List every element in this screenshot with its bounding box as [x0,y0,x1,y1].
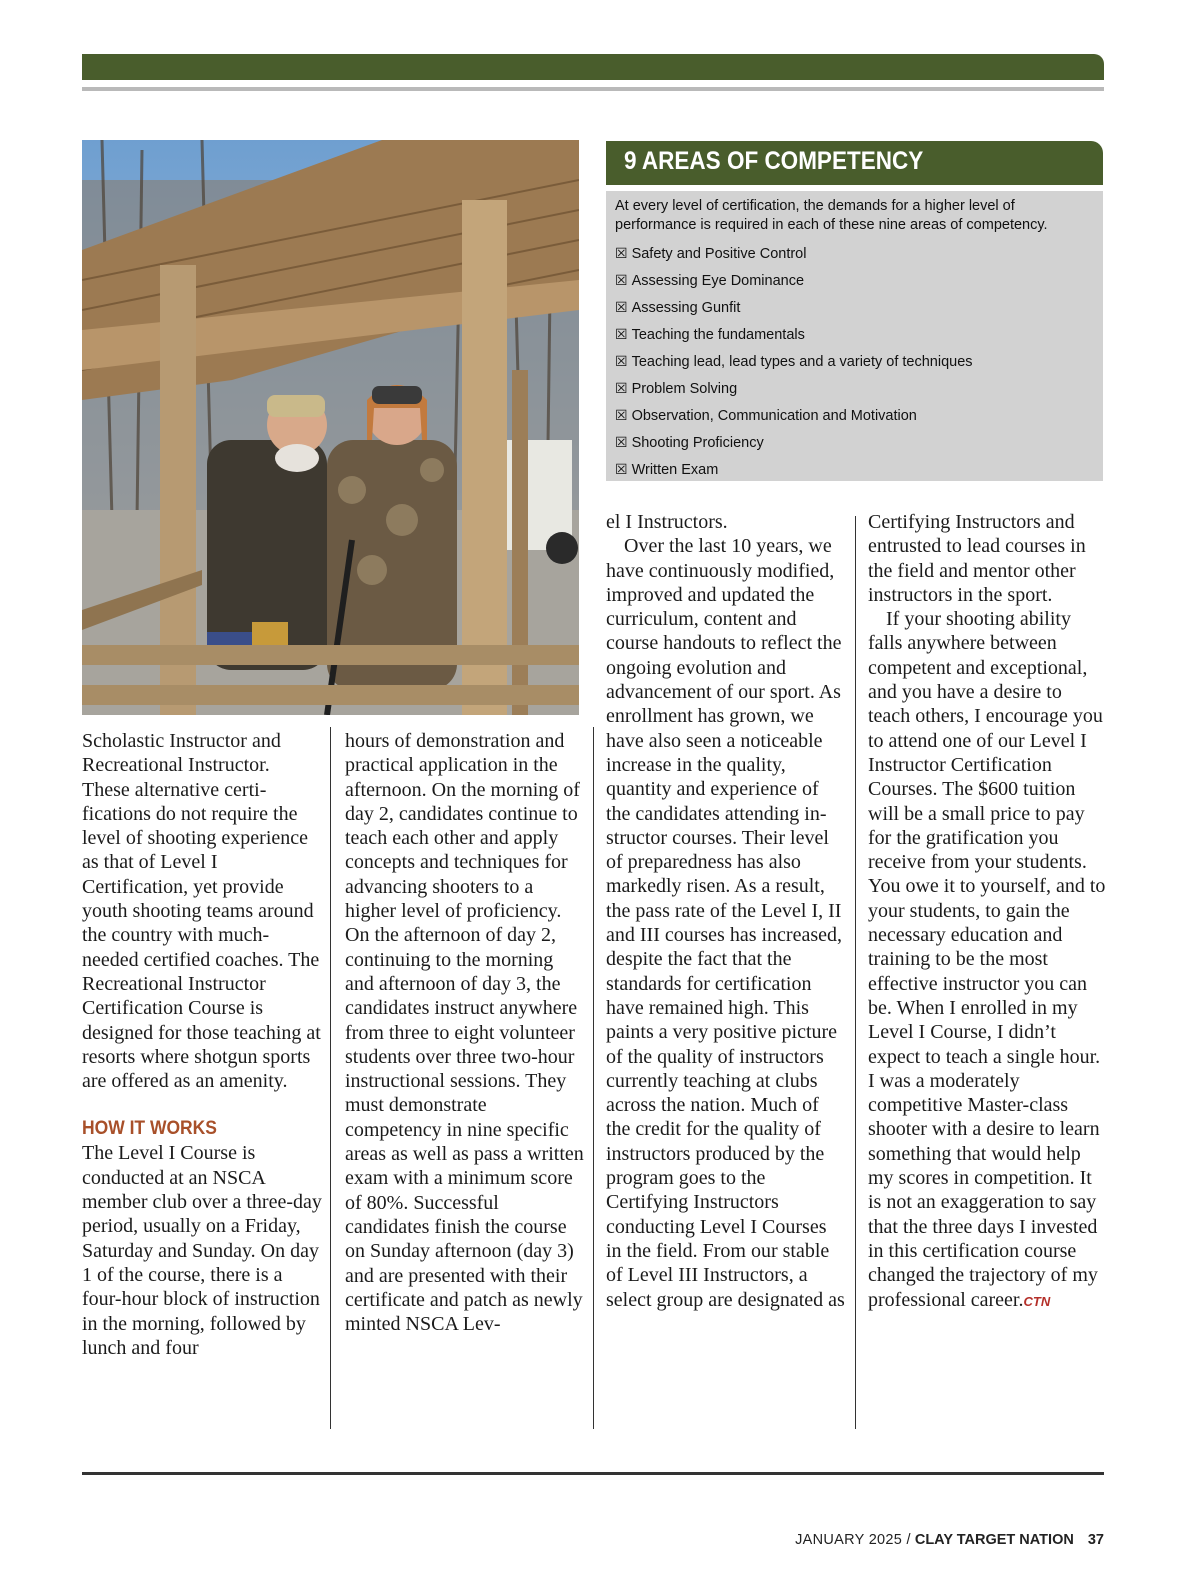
article-paragraph: The Level I Course is conducted at an NSCA member club over a three-day period, usually on a Friday, Saturday and Sunday. On day 1 of the course, there is a four-hour block of instruction in the morning, followed by lunch and four [82,1142,322,1359]
article-column-2 [345,729,585,1336]
checkbox-checked-icon: ☒ [615,273,628,289]
column-divider [330,727,331,1429]
column-divider [593,727,594,1429]
checkbox-checked-icon: ☒ [615,246,628,262]
article-paragraph: Scholastic Instructor and Recreational Instructor. These alternative certifications do not require the level of shooting experience as that of Level I Certification, yet provide youth shooting teams around the country with much-needed certified coaches. The Recreational Instructor Certification Course is designed for those teaching at resorts where shotgun sports are offered as an amenity. [82,730,321,1093]
checkbox-checked-icon: ☒ [615,327,628,343]
competency-item [615,322,1095,349]
competency-item-label: Assessing Eye Dominance [631,273,805,289]
competency-item-label: Teaching lead, lead types and a variety of techniques [631,354,973,370]
page-number: 37 [1087,1532,1104,1548]
article-paragraph: hours of demonstration and practical application in the afternoon. On the morning of day 2, candidates continue to teach each other and apply concepts and techniques for advancing shooters to a higher level of proficiency. On the afternoon of day 2, continuing to the morning and afternoon of day 3, the candidates instruct anywhere from three to eight volunteer students over three two-hour instructional sessions. They must demonstrate competency in nine specific areas as well as pass a written exam with a minimum score of 80%. Successful candidates finish the course on Sunday afternoon (day 3) and are presented with their certificate and patch as newly minted NSCA Lev- [345,730,584,1336]
article-paragraph [868,607,1108,1314]
competency-item [615,430,1095,457]
competency-item-label: Shooting Proficiency [631,435,764,451]
article-column-1 [82,729,322,1360]
article-paragraph: Certifying Instructors and entrusted to lead courses in the field and mentor other instructors in the sport. [868,511,1086,606]
checkbox-checked-icon: ☒ [615,408,628,424]
article-paragraph: Over the last 10 years, we have continuously modified, improved and updated the curriculum, content and course handouts to reflect the ongoing evolution and advancement of our sport. As enrollment has grown, we have also seen a noticeable increase in the quality, quantity and experience of the candidates attending instructor courses. Their level of preparedness has also markedly risen. As a result, the pass rate of the Level I, II and III courses has increased, despite the fact that the standards for certification have remained high. This paints a very positive picture of the quality of instructors currently teaching at clubs across the nation. Much of the credit for the quality of instructors produced by the program goes to the Certifying Instructors conducting Level I Courses in the field. From our stable of Level III Instructors, a select group are designated as [606,535,845,1311]
article-column-4 [868,510,1108,1314]
competency-sidebar [606,191,1103,481]
ctn-end-mark: CTN [1023,1293,1051,1309]
sidebar-header [606,141,1103,185]
competency-item [615,295,1095,322]
column-divider [855,516,856,1429]
competency-item-label: Observation, Communication and Motivation [631,408,917,424]
competency-item [615,376,1095,403]
competency-item-label: Written Exam [631,462,719,478]
competency-item-label: Problem Solving [631,381,738,397]
checkbox-checked-icon: ☒ [615,462,628,478]
competency-list [615,241,1095,484]
footer-date: JANUARY 2025 / [795,1532,911,1548]
checkbox-checked-icon: ☒ [615,381,628,397]
checkbox-checked-icon: ☒ [615,435,628,451]
competency-item [615,349,1095,376]
article-column-3 [606,510,846,1312]
checkbox-checked-icon: ☒ [615,300,628,316]
footer-magazine-name: CLAY TARGET NATION [914,1532,1074,1548]
competency-item [615,241,1095,268]
header-rule [82,87,1104,91]
competency-item [615,403,1095,430]
article-photo [82,140,579,715]
competency-item-label: Assessing Gunfit [631,300,741,316]
article-closing-text: If your shooting ability falls anywhere between competent and exceptional, and you have a desire to teach others, I encourage you to attend one of our Level I Instructor Certification Courses. The $600 tuition will be a small price to pay for the gratification you receive from your students. You owe it to yourself, and to your students, to gain the necessary education and training to be the most effective instructor you can be. When I enrolled in my Level I Course, I didn’t expect to teach a single hour. I was a moderately competitive Master-class shooter with a desire to learn something that would help my scores in competition. It is not an exaggeration to say that the three days I invested in this certification course changed the trajectory of my professional career. [868,608,1106,1311]
competency-item-label: Teaching the fundamentals [631,327,805,343]
sidebar-intro: At every level of certification, the demands for a higher level of performance is required in each of these nine areas of competency. [615,198,1048,233]
competency-item [615,457,1095,484]
article-paragraph: el I Instructors. [606,511,728,533]
competency-item-label: Safety and Positive Control [631,246,807,262]
page-footer [795,1532,1104,1548]
checkbox-checked-icon: ☒ [615,354,628,370]
header-bar [82,54,1104,80]
competency-item [615,268,1095,295]
section-subhead: HOW IT WORKS [82,1118,217,1140]
footer-rule [82,1472,1104,1475]
sidebar-title: 9 AREAS OF COMPETENCY [624,147,924,175]
